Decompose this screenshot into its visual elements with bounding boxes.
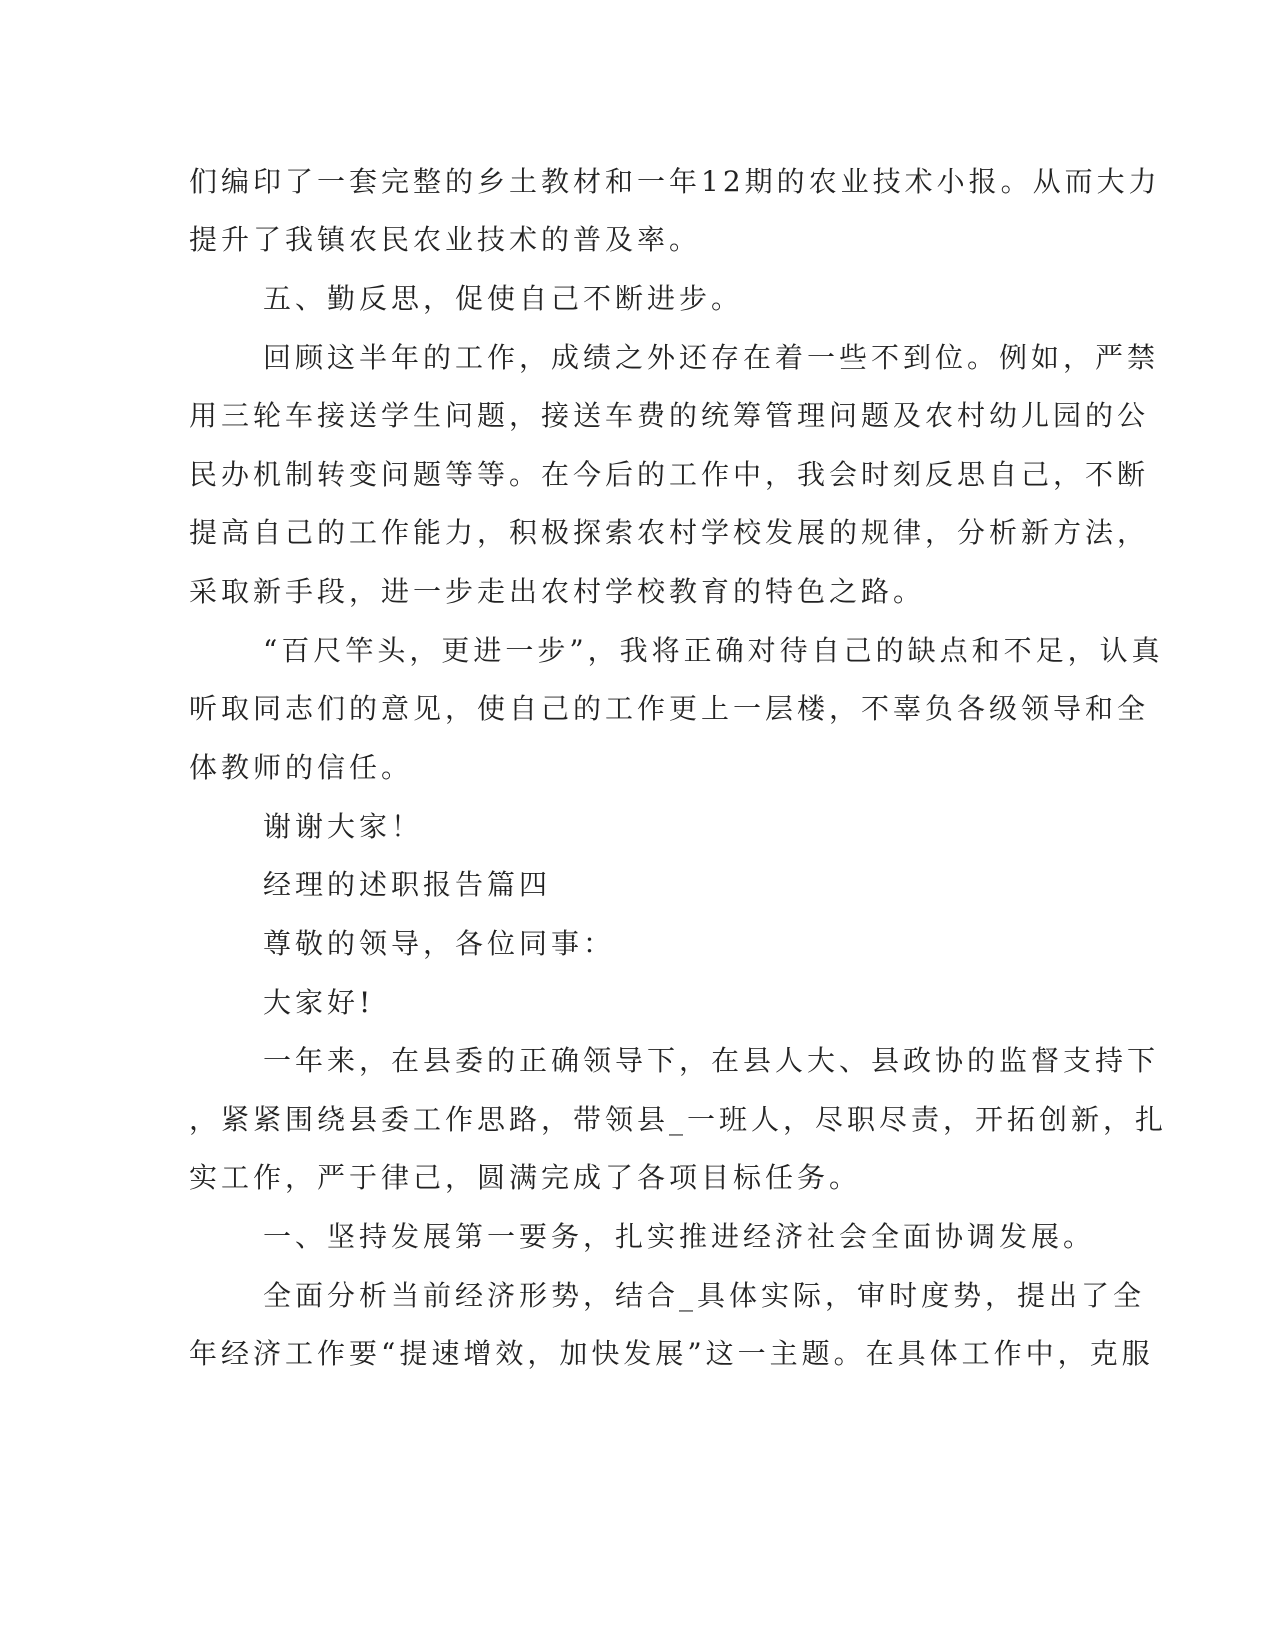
section-heading: 五、勤反思，促使自己不断进步。 bbox=[263, 282, 744, 315]
document-title: 经理的述职报告篇四 bbox=[263, 868, 552, 901]
text-line: 提高自己的工作能力，积极探索农村学校发展的规律，分析新方法， bbox=[189, 516, 1150, 549]
text-line: 一年来，在县委的正确领导下，在县人大、县政协的监督支持下 bbox=[263, 1044, 1160, 1077]
text-line: 实工作，严于律己，圆满完成了各项目标任务。 bbox=[189, 1161, 862, 1194]
text-line: 采取新手段，进一步走出农村学校教育的特色之路。 bbox=[189, 575, 926, 608]
text-line: 们编印了一套完整的乡土教材和一年12期的农业技术小报。从而大力 bbox=[189, 165, 1161, 198]
text-line: 回顾这半年的工作，成绩之外还存在着一些不到位。例如，严禁 bbox=[263, 341, 1160, 374]
text-line: 全面分析当前经济形势，结合_具体实际，审时度势，提出了全 bbox=[263, 1279, 1146, 1312]
text-line: 谢谢大家！ bbox=[263, 810, 424, 843]
text-line: ，紧紧围绕县委工作思路，带领县_一班人，尽职尽责，开拓创新，扎 bbox=[189, 1103, 1168, 1136]
text-line: 体教师的信任。 bbox=[189, 751, 414, 784]
text-line: 年经济工作要“提速增效，加快发展”这一主题。在具体工作中，克服 bbox=[189, 1337, 1154, 1370]
text-line: “百尺竿头，更进一步”，我将正确对待自己的缺点和不足，认真 bbox=[263, 634, 1164, 667]
text-line: 听取同志们的意见，使自己的工作更上一层楼，不辜负各级领导和全 bbox=[189, 692, 1150, 725]
text-line: 用三轮车接送学生问题，接送车费的统筹管理问题及农村幼儿园的公 bbox=[189, 399, 1150, 432]
section-heading: 一、坚持发展第一要务，扎实推进经济社会全面协调发展。 bbox=[263, 1220, 1096, 1253]
greeting: 大家好! bbox=[263, 986, 375, 1019]
text-line: 民办机制转变问题等等。在今后的工作中，我会时刻反思自己，不断 bbox=[189, 458, 1150, 491]
text-line: 提升了我镇农民农业技术的普及率。 bbox=[189, 223, 702, 256]
salutation: 尊敬的领导，各位同事： bbox=[263, 927, 616, 960]
